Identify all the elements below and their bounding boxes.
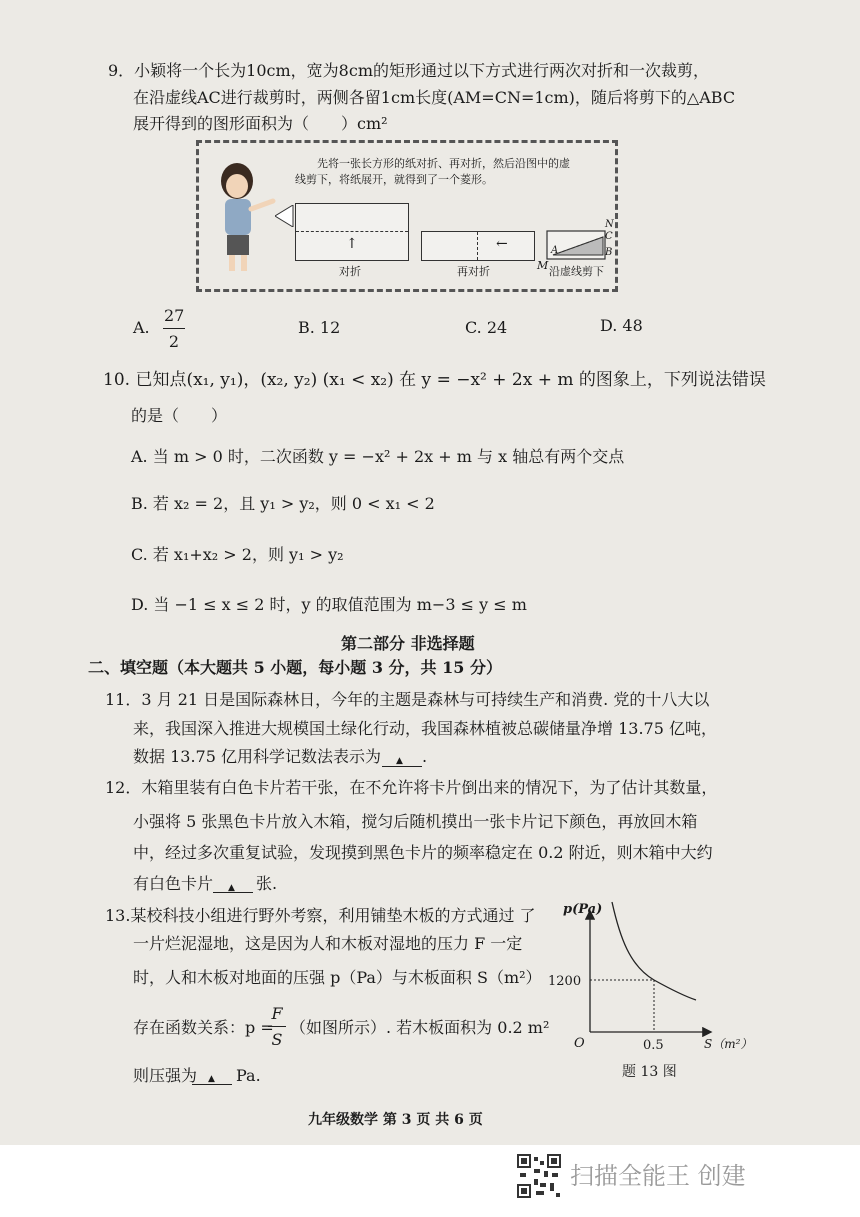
q9-line2: 在沿虚线AC进行裁剪时，两侧各留1cm长度(AM=CN=1cm)，随后将剪下的△ABC xyxy=(133,88,736,107)
q11-line2: 来，我国深入推进大规模国土绿化行动，我国森林植被总碳储量净增 13.75 亿吨， xyxy=(133,719,717,738)
q9-optA-fraction-bar xyxy=(163,328,185,329)
q9-optA-numerator: 27 xyxy=(164,306,185,325)
q10-optC: C. 若 x₁+x₂ > 2，则 y₁ > y₂ xyxy=(131,545,344,564)
q12-line3: 中，经过多次重复试验，发现摸到黑色卡片的频率稳定在 0.2 附近，则木箱中大约 xyxy=(133,843,713,862)
qr-code-icon xyxy=(516,1153,562,1199)
q13-fraction-bar xyxy=(268,1026,286,1027)
q13-frac-numerator: F xyxy=(271,1004,283,1023)
step1-label: 对折 xyxy=(339,265,361,278)
q9-optA-label: A. xyxy=(133,318,150,337)
step2-label: 再对折 xyxy=(457,265,490,278)
q11-blank-mark: ▲ xyxy=(396,756,403,766)
point-A-label: A xyxy=(551,245,559,256)
graph-caption: 题 13 图 xyxy=(622,1064,677,1080)
fold-step1-rect: ↑ xyxy=(295,203,409,261)
page-footer: 九年级数学 第 3 页 共 6 页 xyxy=(308,1112,483,1128)
q13-line5a: 则压强为 xyxy=(133,1066,198,1085)
q12-line4a: 有白色卡片 xyxy=(133,874,214,893)
q10-optA: A. 当 m > 0 时，二次函数 y = −x² + 2x + m 与 x 轴总有两个交点 xyxy=(131,447,625,466)
part2-heading: 第二部分 非选择题 xyxy=(341,634,475,653)
q9-optA-denominator: 2 xyxy=(168,332,180,351)
figure-caption-1: 先将一张长方形的纸对折、再对折，然后沿图中的虚 xyxy=(317,157,570,170)
point-C-label: C xyxy=(605,231,613,242)
q10-line1: 10. 已知点(x₁, y₁)，(x₂, y₂) (x₁ < x₂) 在 y = −x² + 2x + m 的图象上，下列说法错误 xyxy=(103,370,766,390)
q9-line1: 9．小颖将一个长为10cm，宽为8cm的矩形通过以下方式进行两次对折和一次裁剪， xyxy=(108,61,709,80)
q13-line4b: （如图所示）. 若木板面积为 0.2 m² xyxy=(290,1018,550,1037)
graph-x-tick: 0.5 xyxy=(643,1038,664,1053)
q11-line1: 11．3 月 21 日是国际森林日，今年的主题是森林与可持续生产和消费. 党的十八大以 xyxy=(105,690,710,709)
q13-line5b: Pa. xyxy=(236,1066,261,1085)
step3-label: 沿虚线剪下 xyxy=(549,265,604,278)
q11-line3a: 数据 13.75 亿用科学记数法表示为 xyxy=(133,747,381,766)
q11-line3b: . xyxy=(422,747,428,766)
q12-line2: 小强将 5 张黑色卡片放入木箱，搅匀后随机摸出一张卡片记下颜色，再放回木箱 xyxy=(133,812,698,831)
q9-line3: 展开得到的图形面积为（ ）cm² xyxy=(133,114,388,133)
point-N-label: N xyxy=(605,219,614,230)
q9-optD: D. 48 xyxy=(600,316,643,335)
graph-y-label: p(Pa) xyxy=(563,902,603,917)
q10-optB: B. 若 x₂ = 2，且 y₁ > y₂，则 0 < x₁ < 2 xyxy=(131,494,435,513)
graph-origin: O xyxy=(574,1036,585,1051)
q9-optB: B. 12 xyxy=(298,318,341,337)
fold-step2-rect: ← xyxy=(421,231,535,261)
section-fill-blank: 二、填空题（本大题共 5 小题，每小题 3 分，共 15 分） xyxy=(88,658,502,677)
q9-optC: C. 24 xyxy=(465,318,508,337)
q12-blank-mark: ▲ xyxy=(228,883,235,893)
q13-line2: 一片烂泥湿地，这是因为人和木板对湿地的压力 F 一定 xyxy=(133,934,523,953)
figure-caption-2: 线剪下，将纸展开，就得到了一个菱形。 xyxy=(295,173,493,186)
q13-blank-mark: ▲ xyxy=(208,1074,215,1084)
q10-line2: 的是（ ） xyxy=(131,406,228,425)
q10-optD: D. 当 −1 ≤ x ≤ 2 时，y 的取值范围为 m−3 ≤ y ≤ m xyxy=(131,595,527,614)
q13-line4a: 存在函数关系：p = xyxy=(133,1018,274,1037)
point-M-label: M xyxy=(537,259,549,272)
q12-line4b: 张. xyxy=(256,874,278,893)
point-B-label: B xyxy=(605,247,613,258)
watermark-text: 扫描全能王 创建 xyxy=(570,1162,746,1190)
speech-pointer-icon xyxy=(275,205,295,227)
q9-figure-frame xyxy=(196,140,618,292)
q13-line1: 13.某校科技小组进行野外考察，利用铺垫木板的方式通过 了 xyxy=(105,906,536,925)
q12-line1: 12．木箱里装有白色卡片若干张，在不允许将卡片倒出来的情况下，为了估计其数量， xyxy=(105,778,718,797)
graph-x-label: S（m²） xyxy=(704,1037,753,1051)
q13-line3: 时，人和木板对地面的压强 p（Pa）与木板面积 S（m²） xyxy=(133,968,542,987)
graph-y-tick: 1200 xyxy=(548,974,582,989)
scanner-watermark-bar xyxy=(0,1145,860,1217)
q13-frac-denominator: S xyxy=(271,1030,283,1049)
